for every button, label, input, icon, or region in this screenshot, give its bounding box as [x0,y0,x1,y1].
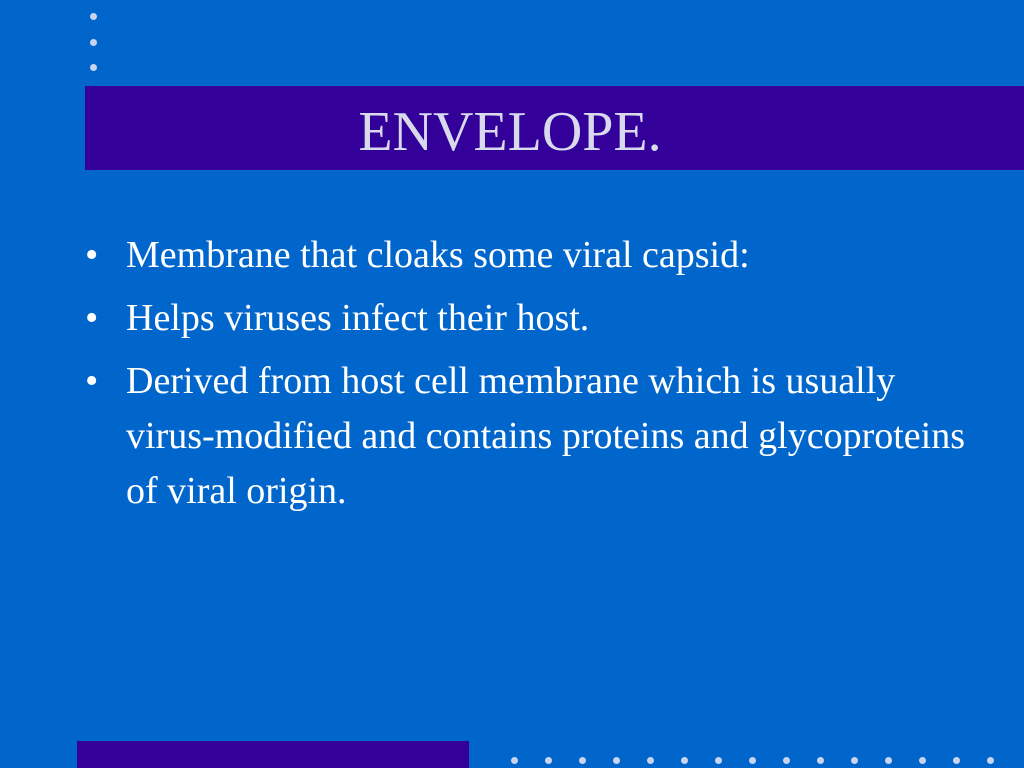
bullet-text: Helps viruses infect their host. [126,297,590,339]
bullet-marker: • [85,297,99,339]
decorative-dot [579,757,586,764]
decorative-dot [511,757,518,764]
bullet-text: Membrane that cloaks some viral capsid: [126,234,750,276]
bullet-marker: • [85,234,99,276]
decorative-dot [953,757,960,764]
decorative-dot [681,757,688,764]
decorative-dot [647,757,654,764]
slide-title: ENVELOPE. [358,101,662,163]
decorative-dot [613,757,620,764]
decorative-dot [90,39,97,46]
decorative-dot [783,757,790,764]
bullet-text: Derived from host cell membrane which is usually virus-modified and contains proteins and glycoproteins of viral origin. [126,360,965,512]
bullet-list [85,228,985,527]
decorative-dot [90,64,97,71]
decorative-dot [885,757,892,764]
bullet-item [85,354,985,519]
bottom-band [77,741,469,768]
decorative-dot [851,757,858,764]
bullet-marker: • [85,360,99,402]
decorative-dot [817,757,824,764]
decorative-dot [919,757,926,764]
decorative-dot [987,757,994,764]
bullet-item [85,291,985,346]
bullet-item [85,228,985,283]
decorative-dot [545,757,552,764]
decorative-dot [90,13,97,20]
decorative-dot [749,757,756,764]
decorative-dot [715,757,722,764]
